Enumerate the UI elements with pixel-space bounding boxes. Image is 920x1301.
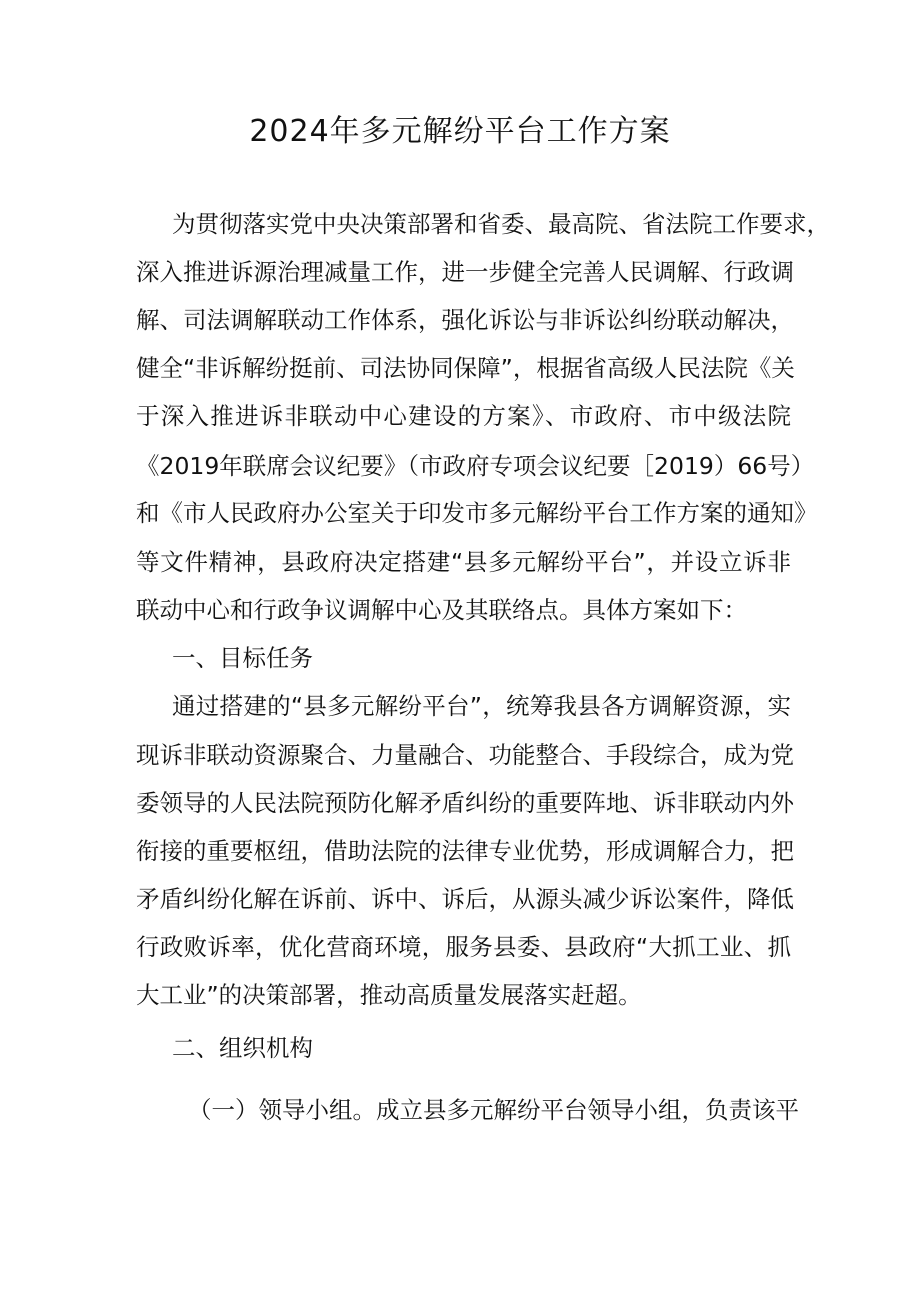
paragraph-line: 健全“非诉解纷挺前、司法协同保障”，根据省高级人民法院《关 [136, 354, 795, 382]
paragraph-line: 通过搭建的“县多元解纷平台”，统筹我县各方调解资源，实 [172, 692, 791, 720]
paragraph-line: 《2019年联席会议纪要》（市政府专项会议纪要［2019）66号） [136, 452, 815, 480]
section-heading: 一、目标任务 [172, 644, 313, 672]
paragraph-line: 联动中心和行政争议调解中心及其联络点。具体方案如下： [136, 596, 747, 624]
paragraph-line: 行政败诉率，优化营商环境，服务县委、县政府“大抓工业、抓 [136, 933, 791, 961]
paragraph-line: 矛盾纠纷化解在诉前、诉中、诉后，从源头减少诉讼案件，降低 [136, 885, 794, 913]
paragraph-line: 于深入推进诉非联动中心建设的方案》、市政府、市中级法院 [136, 402, 791, 430]
paragraph-line: 委领导的人民法院预防化解矛盾纠纷的重要阵地、诉非联动内外 [136, 789, 794, 817]
section-heading: 二、组织机构 [172, 1034, 313, 1062]
subsection-line: （一）领导小组。成立县多元解纷平台领导小组，负责该平 [188, 1096, 799, 1124]
paragraph-line: 等文件精神，县政府决定搭建“县多元解纷平台”，并设立诉非 [136, 548, 791, 576]
paragraph-line: 现诉非联动资源聚合、力量融合、功能整合、手段综合，成为党 [136, 741, 794, 769]
paragraph-line: 解、司法调解联动工作体系，强化诉讼与非诉讼纠纷联动解决， [136, 306, 794, 334]
paragraph-line: 为贯彻落实党中央决策部署和省委、最高院、省法院工作要求， [172, 210, 830, 238]
paragraph-line: 大工业”的决策部署，推动高质量发展落实赶超。 [136, 981, 642, 1009]
paragraph-line: 深入推进诉源治理减量工作，进一步健全完善人民调解、行政调 [136, 258, 794, 286]
paragraph-line: 和《市人民政府办公室关于印发市多元解纷平台工作方案的通知》 [136, 499, 818, 527]
document-title: 2024年多元解纷平台工作方案 [249, 114, 671, 149]
paragraph-line: 衔接的重要枢纽，借助法院的法律专业优势，形成调解合力，把 [136, 837, 794, 865]
